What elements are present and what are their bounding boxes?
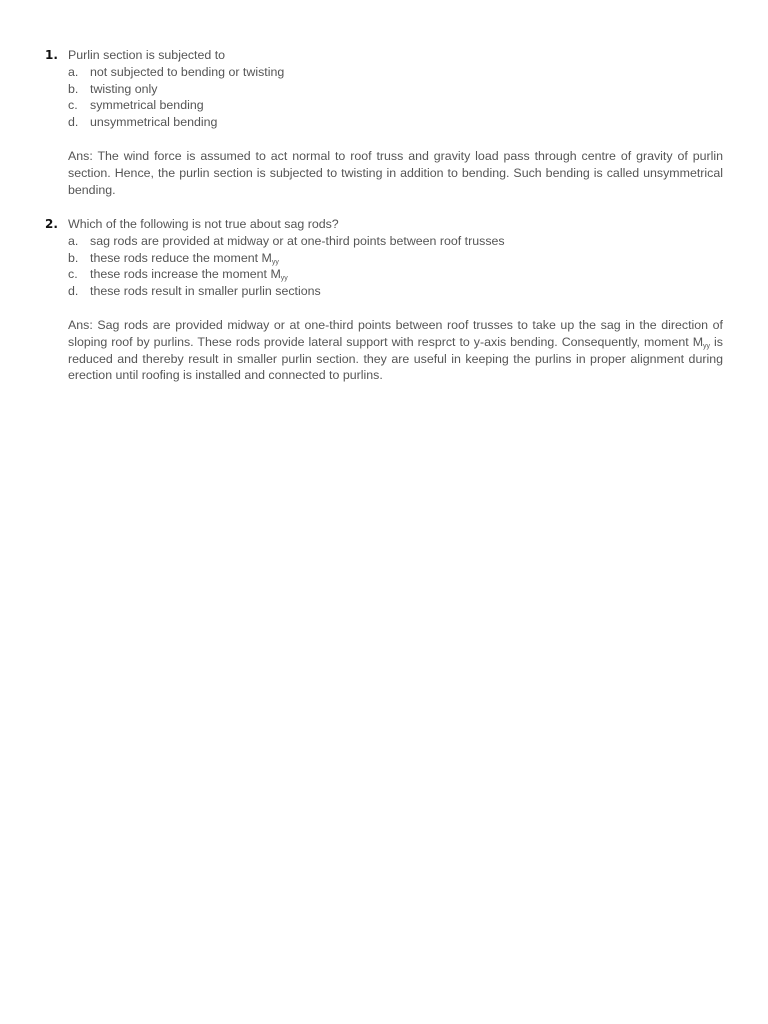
option-letter: b. bbox=[68, 81, 79, 96]
answer-paragraph: Ans: The wind force is assumed to act normal to roof truss and gravity load pass through centre of gravity of purlin section. Hence, the purlin section is subjected to twisting in addition to bending. Such bending is called unsymmetrical bending. bbox=[68, 148, 723, 197]
option-list bbox=[45, 64, 723, 131]
answer-text-part1: Ans: Sag rods are provided midway or at one-third points between roof trusses to take up the sag in the direction of sloping roof by purlins. These rods provide lateral support with resprct to y-axis bending. Consequently, moment M bbox=[68, 317, 723, 349]
option-letter: c. bbox=[68, 98, 78, 113]
option-d bbox=[68, 114, 723, 131]
option-c bbox=[68, 97, 723, 114]
subscript-yy: yy bbox=[703, 342, 711, 350]
option-letter: a. bbox=[68, 233, 79, 248]
option-text: symmetrical bending bbox=[90, 98, 204, 113]
answer-text-part2: is reduced and thereby result in smaller purlin section. they are useful in keeping the purlins in proper alignment during erection until roofing is installed and connected to purlins. bbox=[68, 334, 723, 383]
subscript-yy: yy bbox=[271, 258, 279, 266]
option-letter: b. bbox=[68, 250, 79, 265]
option-text: twisting only bbox=[90, 81, 158, 96]
option-text: not subjected to bending or twisting bbox=[90, 64, 285, 79]
option-text-main: these rods increase the moment M bbox=[90, 267, 281, 282]
question-number: 2. bbox=[45, 217, 58, 231]
option-a bbox=[68, 233, 723, 250]
option-letter: a. bbox=[68, 64, 79, 79]
question-1 bbox=[45, 47, 723, 198]
option-text: sag rods are provided at midway or at one-third points between roof trusses bbox=[90, 233, 505, 248]
option-letter: d. bbox=[68, 284, 79, 299]
question-header bbox=[45, 216, 723, 233]
option-b bbox=[68, 250, 723, 267]
option-text-main: these rods reduce the moment M bbox=[90, 250, 272, 265]
option-a bbox=[68, 64, 723, 81]
option-text: these rods result in smaller purlin sections bbox=[90, 284, 321, 299]
option-text bbox=[90, 266, 723, 283]
question-text: Purlin section is subjected to bbox=[68, 48, 226, 62]
option-letter: d. bbox=[68, 115, 79, 130]
option-c bbox=[68, 266, 723, 283]
question-2 bbox=[45, 216, 723, 384]
answer-paragraph bbox=[68, 317, 723, 384]
option-text: unsymmetrical bending bbox=[90, 115, 218, 130]
subscript-yy: yy bbox=[280, 275, 288, 283]
option-letter: c. bbox=[68, 267, 78, 282]
question-header bbox=[45, 47, 723, 64]
option-list bbox=[45, 233, 723, 300]
option-d bbox=[68, 283, 723, 300]
question-number: 1. bbox=[45, 48, 58, 62]
option-b bbox=[68, 81, 723, 98]
option-text bbox=[90, 250, 723, 267]
question-text: Which of the following is not true about sag rods? bbox=[68, 217, 339, 231]
